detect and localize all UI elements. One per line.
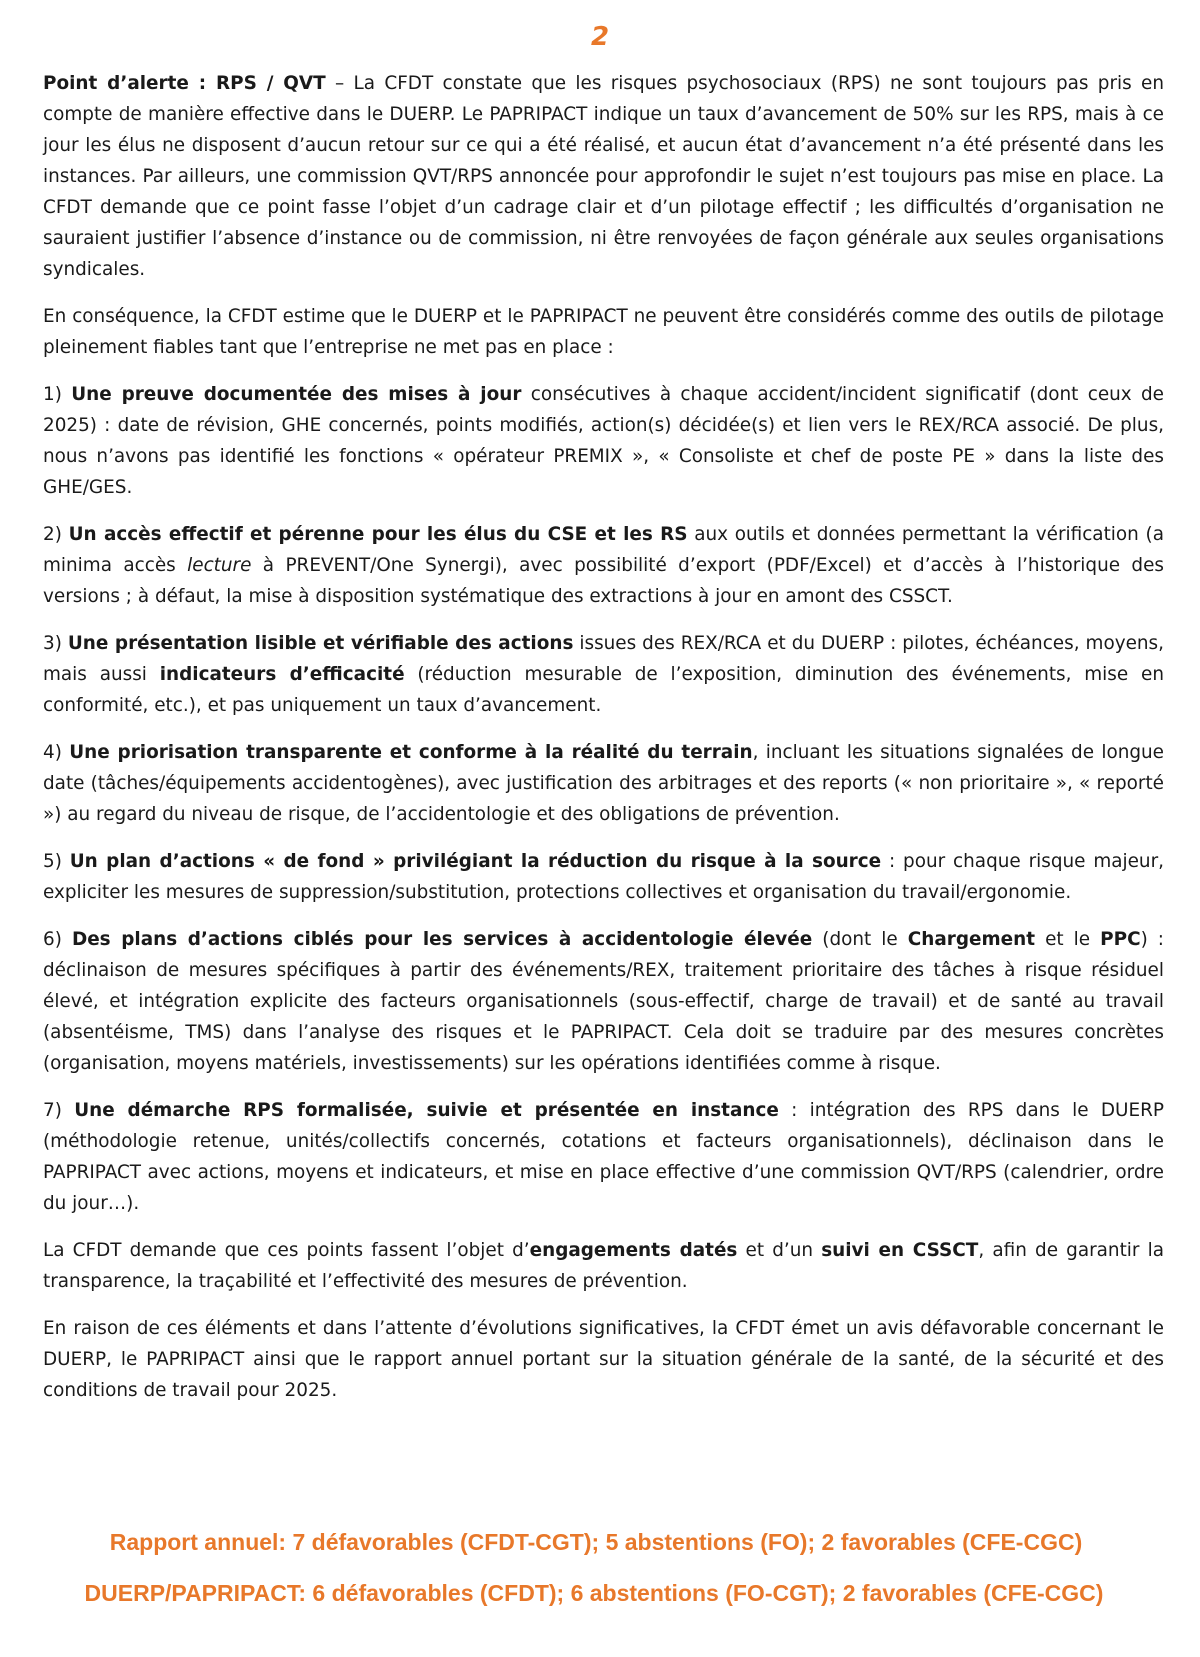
item-number: 2)	[43, 524, 69, 545]
item-heading: Une priorisation transparente et conforme à la réalité du terrain	[69, 742, 753, 763]
alert-text: – La CFDT constate que les risques psychosociaux (RPS) ne sont toujours pas pris en compte de manière effective dans le DUERP. Le PAPRIPACT indique un taux d’avancement de 50% sur les RPS, mais à ce jour les élus ne disposent d’aucun retour sur ce qui a été réalisé, et aucun état d’avancement n’a été présenté dans les instances. Par ailleurs, une commission QVT/RPS annoncée pour approfondir le sujet n’est toujours pas mise en place. La CFDT demande que ce point fasse l’objet d’un cadrage clair et d’un pilotage effectif ; les difficultés d’organisation ne sauraient justifier l’absence d’instance ou de commission, ni être renvoyées de façon générale aux seules organisations syndicales.	[43, 73, 1164, 280]
item-number: 1)	[43, 384, 72, 405]
document-body	[43, 68, 1164, 1422]
item-text: : pour chaque risque majeur, expliciter les mesures de suppression/substitution, protections collectives et organisation du travail/ergonomie.	[43, 851, 1164, 903]
item-text: ) : déclinaison de mesures spécifiques à partir des événements/REX, traitement prioritaire des tâches à risque résiduel élevé, et intégration explicite des facteurs organisationnels (sous-effectif, charge de travail) et de santé au travail (absentéisme, TMS) dans l’analyse des risques et le PAPRIPACT. Cela doit se traduire par des mesures concrètes (organisation, moyens matériels, investissements) sur les opérations identifiées comme à risque.	[43, 929, 1164, 1074]
item-bold: Chargement	[907, 929, 1036, 950]
demand-text: La CFDT demande que ces points fassent l’objet d’	[43, 1240, 530, 1261]
list-item-4	[43, 737, 1164, 830]
demand-bold: engagements datés	[529, 1240, 738, 1261]
list-item-6	[43, 924, 1164, 1079]
item-heading: Un accès effectif et pérenne pour les élus du CSE et les RS	[68, 524, 688, 545]
item-number: 4)	[43, 742, 70, 763]
item-bold: PPC	[1100, 929, 1141, 950]
item-number: 7)	[43, 1100, 75, 1121]
item-text: , incluant les situations signalées de longue date (tâches/équipements accidentogènes), avec justification des arbitrages et des reports (« non prioritaire », « reporté ») au regard du niveau de risque, de l’accidentologie et des obligations de prévention.	[43, 742, 1164, 825]
demand-text: , afin de garantir la transparence, la traçabilité et l’effectivité des mesures de prévention.	[43, 1240, 1164, 1292]
item-number: 3)	[43, 633, 68, 654]
item-text: : intégration des RPS dans le DUERP (méthodologie retenue, unités/collectifs concernés, cotations et facteurs organisationnels), déclinaison dans le PAPRIPACT avec actions, moyens et indicateurs, et mise en place effective d’une commission QVT/RPS (calendrier, ordre du jour…).	[43, 1100, 1164, 1214]
list-item-3	[43, 628, 1164, 721]
demand-paragraph	[43, 1235, 1164, 1297]
item-number: 6)	[43, 929, 72, 950]
item-italic: lecture	[187, 555, 252, 576]
item-heading: Une présentation lisible et vérifiable des actions	[67, 633, 574, 654]
item-text: issues des REX/RCA et du DUERP : pilotes, échéances, moyens, mais aussi	[43, 633, 1164, 685]
vote-result-annual-report: Rapport annuel: 7 défavorables (CFDT-CGT); 5 abstentions (FO); 2 favorables (CFE-CGC)	[109, 1529, 1083, 1555]
item-text: (réduction mesurable de l’exposition, diminution des événements, mise en conformité, etc.), et pas uniquement un taux d’avancement.	[43, 664, 1164, 716]
alert-heading: Point d’alerte : RPS / QVT	[43, 73, 326, 94]
item-text: consécutives à chaque accident/incident significatif (dont ceux de 2025) : date de révision, GHE concernés, points modifiés, action(s) décidée(s) et lien vers le REX/RCA associé. De plus, nous n’avons pas identifié les fonctions « opérateur PREMIX », « Consoliste et chef de poste PE » dans la liste des GHE/GES.	[43, 384, 1164, 498]
item-text: à PREVENT/One Synergi), avec possibilité d’export (PDF/Excel) et d’accès à l’historique des versions ; à défaut, la mise à disposition systématique des extractions à jour en amont des CSSCT.	[43, 555, 1164, 607]
item-text: (dont le	[812, 929, 908, 950]
list-item-1	[43, 379, 1164, 503]
list-item-2	[43, 519, 1164, 612]
item-heading: Des plans d’actions ciblés pour les services à accidentologie élevée	[71, 929, 813, 950]
alert-paragraph	[43, 68, 1164, 285]
page-number: 2	[590, 22, 610, 52]
item-text: et le	[1035, 929, 1101, 950]
vote-result-duerp: DUERP/PAPRIPACT: 6 défavorables (CFDT); 6 abstentions (FO-CGT); 2 favorables (CFE-CGC)	[84, 1580, 1104, 1606]
item-heading: Une preuve documentée des mises à jour	[71, 384, 522, 405]
item-bold: indicateurs d’efficacité	[159, 664, 405, 685]
item-heading: Un plan d’actions « de fond » privilégiant la réduction du risque à la source	[69, 851, 882, 872]
list-item-7	[43, 1095, 1164, 1219]
demand-bold: suivi en CSSCT	[821, 1240, 979, 1261]
list-item-5	[43, 846, 1164, 908]
demand-text: et d’un	[737, 1240, 822, 1261]
item-number: 5)	[43, 851, 70, 872]
item-heading: Une démarche RPS formalisée, suivie et présentée en instance	[74, 1100, 779, 1121]
conclusion-paragraph: En raison de ces éléments et dans l’attente d’évolutions significatives, la CFDT émet un avis défavorable concernant le DUERP, le PAPRIPACT ainsi que le rapport annuel portant sur la situation générale de la santé, de la sécurité et des conditions de travail pour 2025.	[43, 1318, 1164, 1401]
item-text: aux outils et données permettant la vérification (a minima accès	[43, 524, 1164, 576]
consequence-paragraph: En conséquence, la CFDT estime que le DUERP et le PAPRIPACT ne peuvent être considérés comme des outils de pilotage pleinement fiables tant que l’entreprise ne met pas en place :	[43, 306, 1164, 358]
